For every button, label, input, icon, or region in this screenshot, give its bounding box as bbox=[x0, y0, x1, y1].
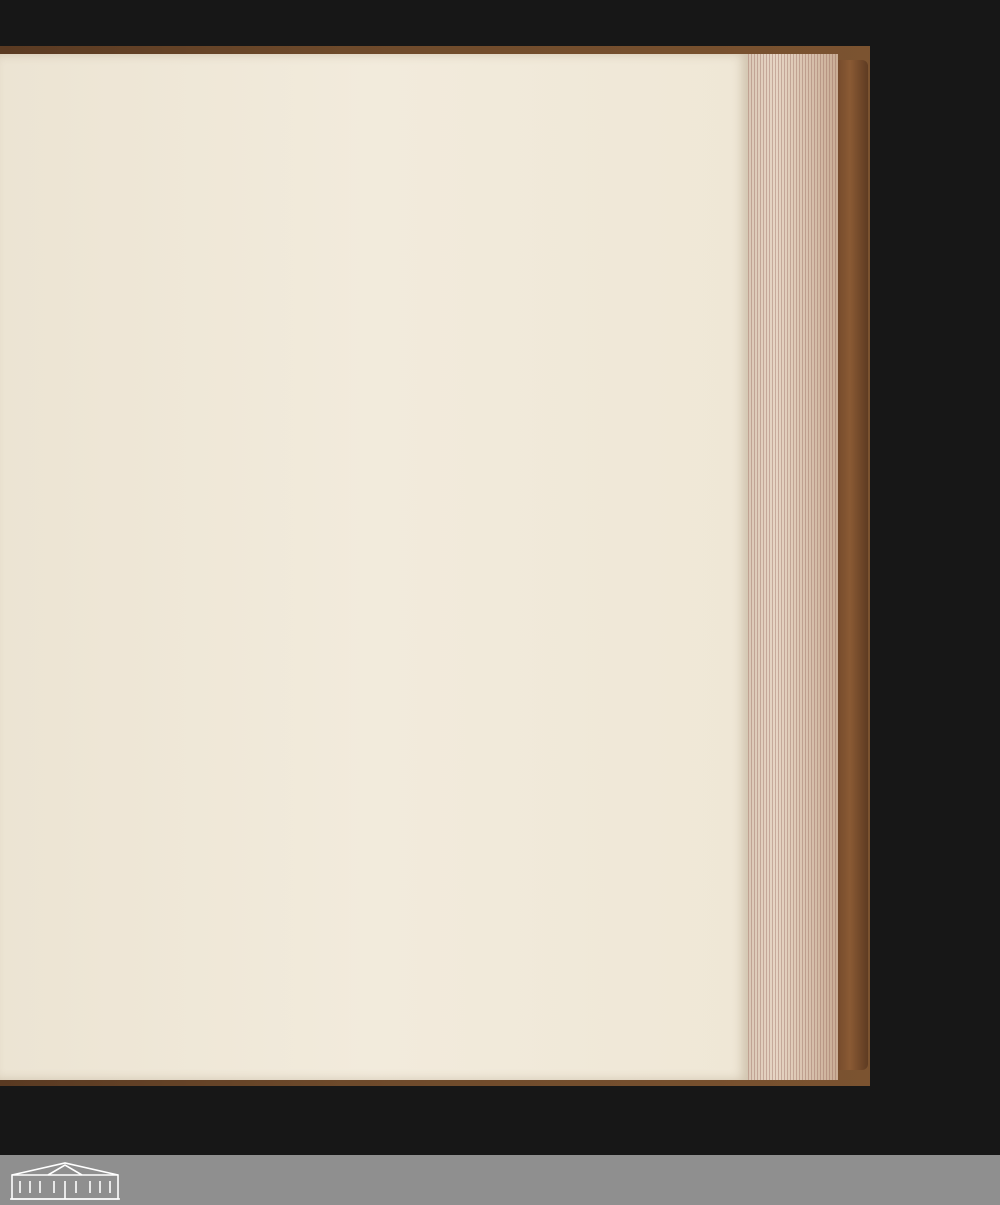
footer-bar bbox=[0, 1155, 1000, 1205]
library-building-icon bbox=[8, 1159, 122, 1201]
book-page bbox=[0, 54, 748, 1080]
page-fore-edge bbox=[742, 54, 838, 1080]
